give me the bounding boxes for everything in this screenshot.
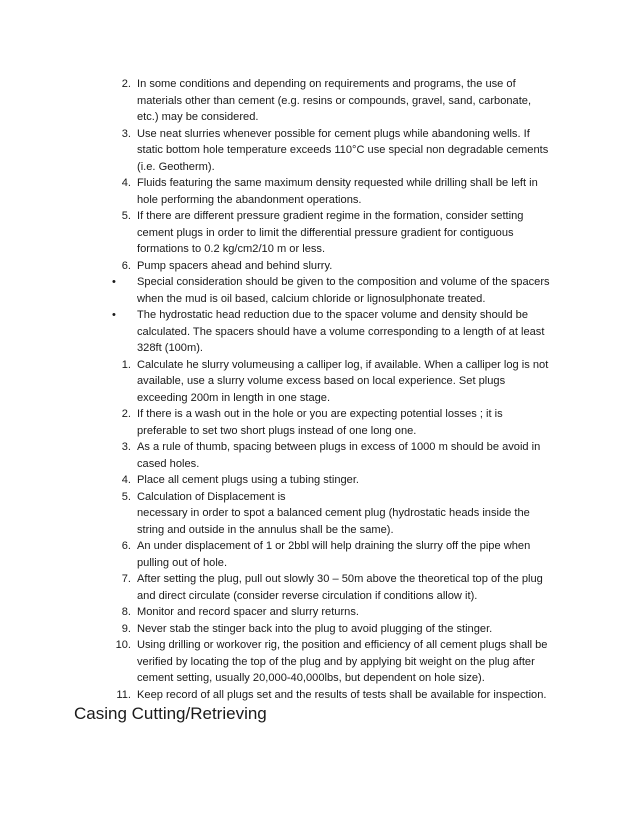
bullet-marker: • [112, 309, 116, 321]
list-item [107, 637, 557, 687]
list-item [107, 571, 557, 604]
list-item-text: Fluids featuring the same maximum density requested while drilling shall be left in hole performing the abandonment operations. [137, 177, 538, 206]
bullet-item [107, 274, 557, 307]
list-marker: 2. [121, 408, 131, 420]
list-item [107, 489, 557, 539]
list-item [107, 621, 557, 638]
list-item-text: Use neat slurries whenever possible for cement plugs while abandoning wells. If static bottom hole temperature exceeds 110°C use special non degradable cements (i.e. Geotherm). [137, 127, 549, 173]
bullet-item [107, 307, 557, 357]
list-marker: 9. [121, 622, 131, 635]
list-item-text: As a rule of thumb, spacing between plugs in excess of 1000 m should be avoid in cased holes. [137, 441, 541, 470]
list-item [107, 126, 557, 176]
list-marker: 11. [116, 688, 131, 701]
list-marker: 5. [121, 490, 131, 503]
bullet-marker: • [112, 276, 116, 288]
list-item-text: Pump spacers ahead and behind slurry. [137, 259, 333, 272]
list-marker: 8. [121, 606, 131, 618]
procedure-list [107, 76, 557, 703]
list-item [107, 175, 557, 208]
list-marker: 5. [121, 210, 131, 222]
list-marker: 6. [121, 540, 131, 552]
list-item-text: After setting the plug, pull out slowly 30 – 50m above the theoretical top of the plug and direct circulate (consider reverse circulation if conditions allow it). [137, 573, 543, 602]
list-marker: 3. [121, 127, 131, 140]
list-item-text: Place all cement plugs using a tubing stinger. [137, 474, 360, 486]
list-item [107, 258, 557, 275]
list-item [107, 76, 557, 126]
list-marker: 4. [121, 177, 131, 189]
list-item-text: Never stab the stinger back into the plug to avoid plugging of the stinger. [137, 622, 493, 635]
list-marker: 3. [121, 441, 131, 453]
list-marker: 1. [121, 358, 131, 371]
list-marker: 2. [121, 78, 131, 90]
list-marker: 4. [121, 474, 131, 486]
list-item-text: The hydrostatic head reduction due to the spacer volume and density should be calculated. The spacers should have a volume corresponding to a length of at least 328ft (100m). [137, 309, 545, 354]
list-item-text: Keep record of all plugs set and the results of tests shall be available for inspection. [137, 688, 547, 701]
list-item [107, 406, 557, 439]
list-item-text: Calculate he slurry volumeusing a calliper log, if available. When a calliper log is not available, use a slurry volume excess based on local experience. Set plugs exceeding 200m in length in one stage. [137, 358, 549, 404]
list-item-text: Special consideration should be given to the composition and volume of the spacers when the mud is oil based, calcium chloride or lignosulphonate treated. [137, 276, 550, 305]
list-item-text: If there is a wash out in the hole or you are expecting potential losses ; it is preferable to set two short plugs instead of one long one. [137, 408, 503, 437]
list-marker: 10. [115, 639, 131, 651]
list-item [107, 208, 557, 258]
list-item-text: If there are different pressure gradient regime in the formation, consider setting cement plugs in order to limit the differential pressure gradient for contiguous formations to 0.2 kg/cm2/10 m or less. [137, 210, 524, 255]
list-marker: 7. [121, 573, 131, 585]
list-item-text: An under displacement of 1 or 2bbl will help draining the slurry off the pipe when pulling out of hole. [137, 540, 531, 569]
list-item [107, 439, 557, 472]
list-item [107, 472, 557, 489]
list-item-text: In some conditions and depending on requirements and programs, the use of materials other than cement (e.g. resins or compounds, gravel, sand, carbonate, etc.) may be considered. [137, 78, 532, 123]
list-item-text: Using drilling or workover rig, the position and efficiency of all cement plugs shall be verified by locating the top of the plug and by applying bit weight on the plug after cement setting, usually 20,000-40,000lbs, but dependent on hole size). [137, 639, 548, 684]
list-item [107, 687, 557, 704]
list-item [107, 604, 557, 621]
list-item [107, 538, 557, 571]
list-marker: 6. [121, 259, 131, 272]
list-item [107, 357, 557, 407]
list-item-text: Monitor and record spacer and slurry returns. [137, 606, 359, 618]
list-item-text: Calculation of Displacement is necessary in order to spot a balanced cement plug (hydrostatic heads inside the string and outside in the annulus shall be the same). [137, 490, 530, 536]
section-heading: Casing Cutting/Retrieving [74, 704, 267, 723]
